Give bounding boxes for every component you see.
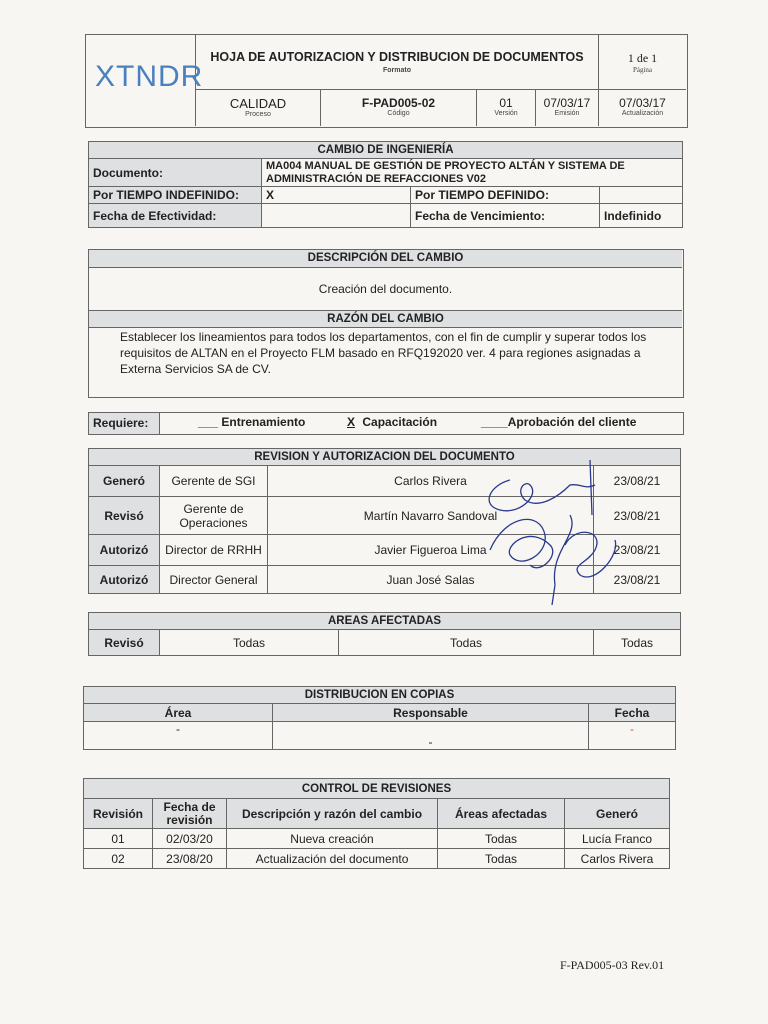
control-row — [84, 849, 670, 869]
revision-title: REVISION Y AUTORIZACION DEL DOCUMENTO — [89, 449, 681, 466]
control-header-genero: Generó — [565, 799, 670, 829]
razon-line-3: Externa Servicios SA de CV. — [120, 362, 271, 376]
razon-line-2: requisitos de ALTAN en el Proyecto FLM basado en RFQ192020 ver. 4 para regiones asignadas a — [120, 346, 641, 360]
code-cell — [321, 96, 476, 118]
code-label: Código — [387, 110, 410, 117]
control-cell: 02 — [84, 849, 153, 869]
cambio-table — [88, 141, 683, 228]
revision-position: Gerente de Operaciones — [160, 497, 268, 535]
company-logo: XTNDR — [95, 60, 204, 93]
page-number — [599, 51, 686, 74]
vencimiento-value: Indefinido — [600, 204, 683, 228]
process-cell — [196, 96, 320, 119]
revision-role: Autorizó — [89, 566, 160, 594]
distribucion-area-value: - — [84, 722, 273, 750]
form-title — [196, 50, 598, 75]
control-header-fecha: Fecha de revisión — [153, 799, 227, 829]
revision-date: 23/08/21 — [594, 566, 681, 594]
revision-position: Gerente de SGI — [160, 466, 268, 497]
control-row — [84, 829, 670, 849]
revision-name: Javier Figueroa Lima — [268, 535, 594, 566]
requiere-aprobacion — [481, 415, 636, 429]
revision-date: 23/08/21 — [594, 466, 681, 497]
revision-role: Revisó — [89, 497, 160, 535]
razon-line-1: Establecer los lineamientos para todos los departamentos, con el fin de cumplir y superar todos los — [120, 330, 647, 344]
areas-value-3: Todas — [594, 630, 681, 656]
signature-scribbles — [470, 455, 650, 605]
distribucion-table — [83, 686, 676, 750]
areas-table — [88, 612, 681, 656]
issue-cell — [536, 96, 598, 118]
requiere-capacitacion-label: Capacitación — [362, 415, 438, 429]
distribucion-title: DISTRIBUCION EN COPIAS — [84, 687, 676, 704]
areas-value-1: Todas — [160, 630, 339, 656]
requiere-entrenamiento-mark: ___ — [198, 415, 219, 429]
footer-form-code: F-PAD005-03 Rev.01 — [560, 958, 665, 972]
indefinido-value: X — [262, 187, 411, 204]
revision-role: Generó — [89, 466, 160, 497]
revision-name: Carlos Rivera — [268, 466, 594, 497]
revision-date: 23/08/21 — [594, 535, 681, 566]
page-number-label: Página — [632, 66, 653, 74]
control-cell: Todas — [438, 829, 565, 849]
efectividad-value — [262, 204, 411, 228]
vencimiento-label: Fecha de Vencimiento: — [411, 204, 600, 228]
signature-carlos-rivera — [489, 480, 595, 511]
requiere-label: Requiere: — [89, 413, 160, 434]
page-number-text: 1 de 1 — [627, 51, 658, 65]
control-title: CONTROL DE REVISIONES — [84, 779, 670, 799]
control-table — [83, 778, 670, 869]
descripcion-text: Creación del documento. — [318, 282, 453, 296]
definido-value — [600, 187, 683, 204]
revision-date: 23/08/21 — [594, 497, 681, 535]
distribucion-fecha-value: - — [589, 722, 676, 750]
cambio-title: CAMBIO DE INGENIERÍA — [89, 142, 683, 159]
revision-name: Juan José Salas — [268, 566, 594, 594]
process-label: Proceso — [245, 111, 271, 118]
distribucion-col-area: Área — [84, 704, 273, 722]
documento-value: MA004 MANUAL DE GESTIÓN DE PROYECTO ALTÁN Y SISTEMA DE ADMINISTRACIÓN DE REFACCIONES V02 — [262, 159, 683, 187]
issue-value: 07/03/17 — [543, 96, 591, 110]
efectividad-label: Fecha de Efectividad: — [89, 204, 262, 228]
control-cell: 01 — [84, 829, 153, 849]
update-cell — [599, 96, 686, 118]
update-value: 07/03/17 — [619, 96, 666, 110]
documento-label: Documento: — [89, 159, 262, 187]
form-title-sub: Formato — [383, 67, 411, 74]
requiere-aprobacion-label: Aprobación del cliente — [507, 415, 637, 429]
process-value: CALIDAD — [229, 96, 287, 111]
distribucion-col-responsable: Responsable — [273, 704, 589, 722]
requiere-capacitacion-mark: X — [347, 415, 356, 429]
control-header-areas: Áreas afectadas — [438, 799, 565, 829]
razon-text — [120, 329, 680, 377]
control-cell: Carlos Rivera — [565, 849, 670, 869]
areas-label: Revisó — [89, 630, 160, 656]
control-header-descripcion: Descripción y razón del cambio — [227, 799, 438, 829]
control-cell: 23/08/20 — [153, 849, 227, 869]
indefinido-label: Por TIEMPO INDEFINIDO: — [89, 187, 262, 204]
areas-value-2: Todas — [339, 630, 594, 656]
razon-title: RAZÓN DEL CAMBIO — [89, 310, 682, 328]
areas-title: AREAS AFECTADAS — [89, 613, 681, 630]
version-label: Versión — [494, 110, 518, 117]
distribucion-responsable-value: - — [273, 722, 589, 750]
signature-martin-navarro — [490, 519, 553, 567]
control-cell: Lucía Franco — [565, 829, 670, 849]
header-hline — [195, 89, 686, 90]
descripcion-title: DESCRIPCIÓN DEL CAMBIO — [89, 250, 682, 268]
issue-label: Emisión — [554, 110, 580, 117]
control-header-revision: Revisión — [84, 799, 153, 829]
form-title-text: HOJA DE AUTORIZACION Y DISTRIBUCION DE DOCUMENTOS — [210, 50, 584, 64]
update-label: Actualización — [621, 110, 664, 117]
signature-javier-figueroa — [565, 532, 616, 577]
requiere-aprobacion-mark: ____ — [481, 415, 508, 429]
revision-role: Autorizó — [89, 535, 160, 566]
code-value: F-PAD005-02 — [361, 96, 436, 110]
version-value: 01 — [499, 96, 513, 110]
revision-name: Martín Navarro Sandoval — [268, 497, 594, 535]
control-cell: 02/03/20 — [153, 829, 227, 849]
requiere-entrenamiento — [198, 415, 305, 429]
control-cell: Nueva creación — [227, 829, 438, 849]
revision-position: Director de RRHH — [160, 535, 268, 566]
requiere-entrenamiento-label: Entrenamiento — [221, 415, 306, 429]
distribucion-col-fecha: Fecha — [589, 704, 676, 722]
version-cell — [477, 96, 535, 118]
definido-label: Por TIEMPO DEFINIDO: — [411, 187, 600, 204]
revision-position: Director General — [160, 566, 268, 594]
control-cell: Todas — [438, 849, 565, 869]
control-cell: Actualización del documento — [227, 849, 438, 869]
requiere-capacitacion — [343, 415, 437, 429]
